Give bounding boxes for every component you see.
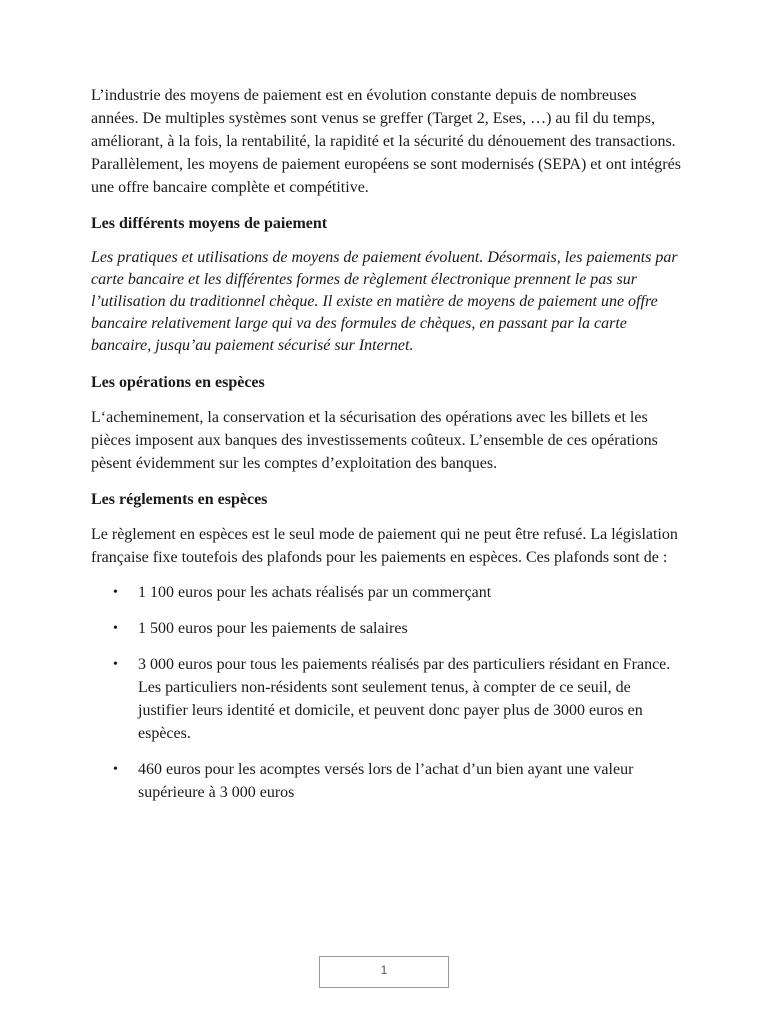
section-heading-operations-especes: Les opérations en espèces — [91, 373, 265, 391]
bullet-icon: • — [113, 584, 118, 600]
bullet-icon: • — [113, 656, 118, 672]
list-item-text: 460 euros pour les acomptes versés lors de l’achat d’un bien ayant une valeur supérieure à 3 000 euros — [138, 760, 634, 801]
list-item — [91, 617, 681, 640]
bullet-icon: • — [113, 761, 118, 777]
page-number-footer — [319, 956, 449, 988]
section-text-operations-especes: L‘acheminement, la conservation et la sécurisation des opérations avec les billets et les pièces imposent aux banques des investissements coûteux. L’ensemble de ces opérations pèsent évidemment sur les comptes d’exploitation des banques. — [91, 408, 658, 472]
document-page — [91, 84, 681, 817]
page-number: 1 — [380, 963, 388, 977]
list-item — [91, 758, 681, 804]
list-item-text: 1 500 euros pour les paiements de salaires — [138, 619, 408, 637]
section-heading-reglements-especes: Les réglements en espèces — [91, 490, 268, 508]
section-text-reglements-especes: Le règlement en espèces est le seul mode de paiement qui ne peut être refusé. La législation française fixe toutefois des plafonds pour les paiements en espèces. Ces plafonds sont de : — [91, 525, 678, 566]
section-text-moyens-paiement: Les pratiques et utilisations de moyens de paiement évoluent. Désormais, les paiements par carte bancaire et les différentes formes de règlement électronique prennent le pas sur l’utilisation du traditionnel chèque. Il existe en matière de moyens de paiement une offre bancaire relativement large qui va des formules de chèques, en passant par la carte bancaire, jusqu’au paiement sécurisé sur Internet. — [91, 249, 678, 355]
bullet-icon: • — [113, 620, 118, 636]
list-item — [91, 581, 681, 604]
list-item-text: 1 100 euros pour les achats réalisés par un commerçant — [138, 583, 492, 601]
section-heading-moyens-paiement: Les différents moyens de paiement — [91, 215, 328, 233]
list-item-text: 3 000 euros pour tous les paiements réalisés par des particuliers résidant en France. Les particuliers non-résidents sont seulement tenus, à compter de ce seuil, de justifier leurs identité et domicile, et peuvent donc payer plus de 3000 euros en espèces. — [138, 655, 671, 742]
list-item — [91, 653, 681, 745]
intro-paragraph: L’industrie des moyens de paiement est en évolution constante depuis de nombreuses années. De multiples systèmes sont venus se greffer (Target 2, Eses, …) au fil du temps, améliorant, à la fois, la rentabilité, la rapidité et la sécurité du dénouement des transactions. Parallèlement, les moyens de paiement européens se sont modernisés (SEPA) et ont intégrés une offre bancaire complète et compétitive. — [91, 87, 681, 196]
plafonds-list — [91, 581, 681, 804]
